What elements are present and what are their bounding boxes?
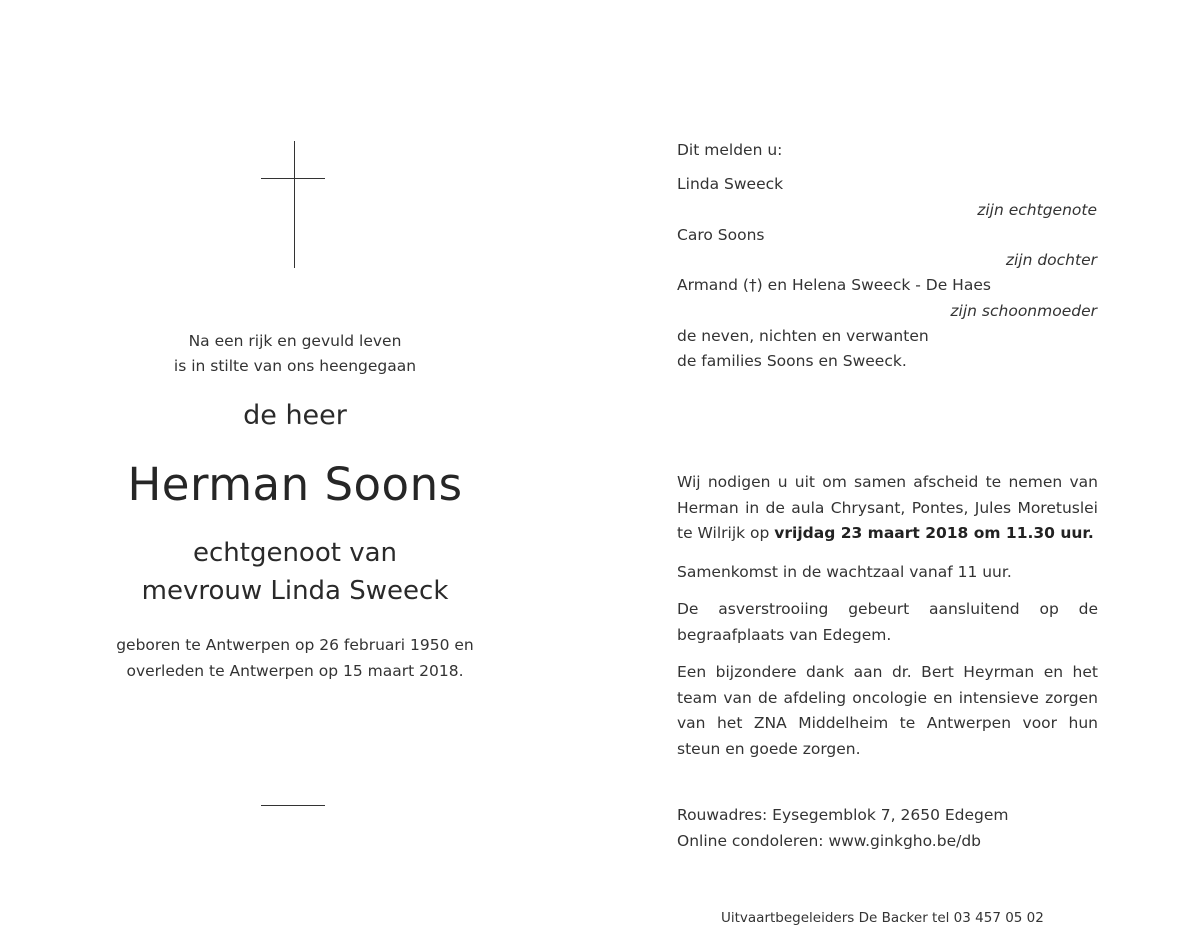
relative-role: zijn echtgenote <box>977 201 1097 219</box>
died-line: overleden te Antwerpen op 15 maart 2018. <box>126 662 464 680</box>
invitation-datetime: vrijdag 23 maart 2018 om 11.30 uur. <box>774 524 1094 542</box>
undertaker-info: Uitvaartbegeleiders De Backer tel 03 457 05 02 <box>721 910 1044 926</box>
spouse-line-2: mevrouw Linda Sweeck <box>141 576 449 606</box>
cross-icon-horizontal <box>261 178 325 179</box>
cross-icon-vertical <box>294 141 295 268</box>
relative-name: Caro Soons <box>677 226 765 244</box>
relative-role: zijn schoonmoeder <box>950 302 1097 320</box>
gathering-paragraph: Samenkomst in de wachtzaal vanaf 11 uur. <box>677 563 1012 581</box>
intro-line-1: Na een rijk en gevuld leven <box>188 332 402 350</box>
life-dates <box>55 632 535 684</box>
mourning-address: Rouwadres: Eysegemblok 7, 2650 Edegem <box>677 806 1009 824</box>
extended-family-line: de neven, nichten en verwanten <box>677 327 929 345</box>
relative-name: Linda Sweeck <box>677 175 784 193</box>
online-condolences: Online condoleren: www.ginkgho.be/db <box>677 832 982 850</box>
intro-text <box>95 329 495 379</box>
announce-line: Dit melden u: <box>677 141 783 159</box>
invitation-paragraph <box>677 470 1098 547</box>
intro-line-2: is in stilte van ons heengegaan <box>173 357 417 375</box>
spouse-line-1: echtgenoot van <box>192 538 397 568</box>
invitation-text: Wij nodigen u uit om samen afscheid te nemen van Herman in de aula Chrysant, Pontes, Jules Moretuslei te Wilrijk op <box>677 473 1098 542</box>
ashes-paragraph: De asverstrooiing gebeurt aansluitend op de begraafplaats van Edegem. <box>677 600 1098 644</box>
spouse-text <box>95 534 495 610</box>
divider-line <box>261 805 325 806</box>
honorific-title: de heer <box>243 400 347 431</box>
relative-role: zijn dochter <box>1005 251 1097 269</box>
families-line: de families Soons en Sweeck. <box>677 352 907 370</box>
born-line: geboren te Antwerpen op 26 februari 1950 en <box>116 636 474 654</box>
deceased-name: Herman Soons <box>127 458 463 511</box>
relative-name: Armand (†) en Helena Sweeck - De Haes <box>677 276 991 294</box>
thanks-paragraph: Een bijzondere dank aan dr. Bert Heyrman en het team van de afdeling oncologie en intensieve zorgen van het ZNA Middelheim te Antwerpen voor hun steun en goede zorgen. <box>677 663 1098 758</box>
